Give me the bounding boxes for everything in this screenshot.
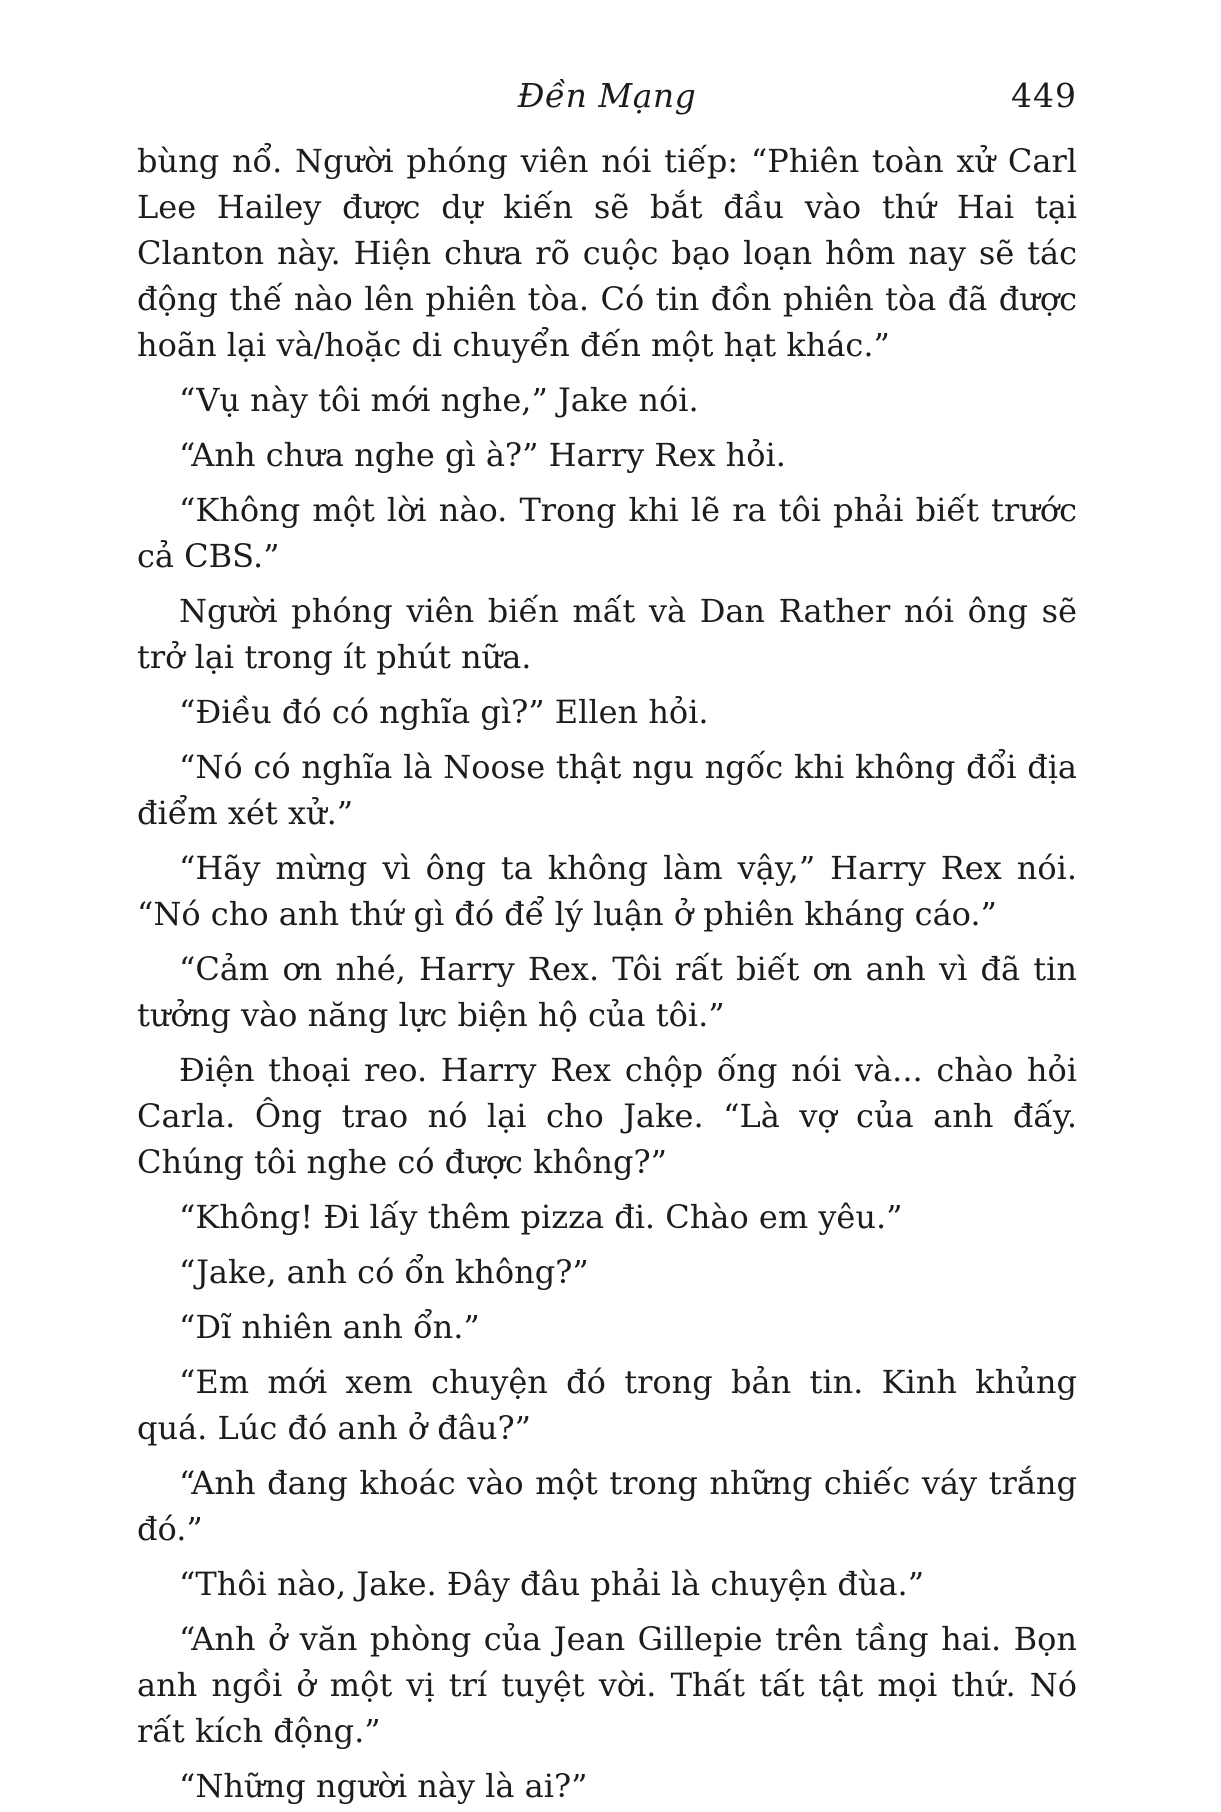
paragraph: “Cảm ơn nhé, Harry Rex. Tôi rất biết ơn anh vì đã tin tưởng vào năng lực biện hộ của tôi.” — [137, 950, 1077, 1034]
paragraph: “Anh chưa nghe gì à?” Harry Rex hỏi. — [179, 436, 786, 474]
paragraph: Người phóng viên biến mất và Dan Rather nói ông sẽ trở lại trong ít phút nữa. — [137, 592, 1077, 676]
page-number: 449 — [1011, 76, 1077, 115]
paragraph: Điện thoại reo. Harry Rex chộp ống nói và... chào hỏi Carla. Ông trao nó lại cho Jake. “Là vợ của anh đấy. Chúng tôi nghe có được không?” — [137, 1051, 1077, 1181]
paragraph: “Vụ này tôi mới nghe,” Jake nói. — [179, 381, 699, 419]
paragraph: “Anh đang khoác vào một trong những chiếc váy trắng đó.” — [137, 1464, 1077, 1548]
running-title: Đền Mạng — [517, 76, 697, 115]
paragraph: “Em mới xem chuyện đó trong bản tin. Kinh khủng quá. Lúc đó anh ở đâu?” — [137, 1363, 1077, 1447]
paragraph: “Không một lời nào. Trong khi lẽ ra tôi phải biết trước cả CBS.” — [137, 491, 1077, 575]
paragraph: bùng nổ. Người phóng viên nói tiếp: “Phiên toàn xử Carl Lee Hailey được dự kiến sẽ bắt đầu vào thứ Hai tại Clanton này. Hiện chưa rõ cuộc bạo loạn hôm nay sẽ tác động thế nào lên phiên tòa. Có tin đồn phiên tòa đã được hoãn lại và/hoặc di chuyển đến một hạt khác.” — [137, 142, 1077, 364]
paragraph: “Nó có nghĩa là Noose thật ngu ngốc khi không đổi địa điểm xét xử.” — [137, 748, 1077, 832]
paragraph: “Thôi nào, Jake. Đây đâu phải là chuyện đùa.” — [179, 1565, 925, 1603]
page-body — [137, 138, 1077, 1812]
paragraph: “Dĩ nhiên anh ổn.” — [179, 1308, 480, 1346]
paragraph: “Điều đó có nghĩa gì?” Ellen hỏi. — [179, 693, 709, 731]
paragraph: “Những người này là ai?” — [179, 1767, 588, 1805]
paragraph: “Không! Đi lấy thêm pizza đi. Chào em yêu.” — [179, 1198, 903, 1236]
paragraph: “Jake, anh có ổn không?” — [179, 1253, 589, 1291]
page-header — [137, 76, 1077, 116]
paragraph: “Anh ở văn phòng của Jean Gillepie trên tầng hai. Bọn anh ngồi ở một vị trí tuyệt vời. Thất tất tật mọi thứ. Nó rất kích động.” — [137, 1620, 1077, 1750]
paragraph: “Hãy mừng vì ông ta không làm vậy,” Harry Rex nói. “Nó cho anh thứ gì đó để lý luận ở phiên kháng cáo.” — [137, 849, 1077, 933]
